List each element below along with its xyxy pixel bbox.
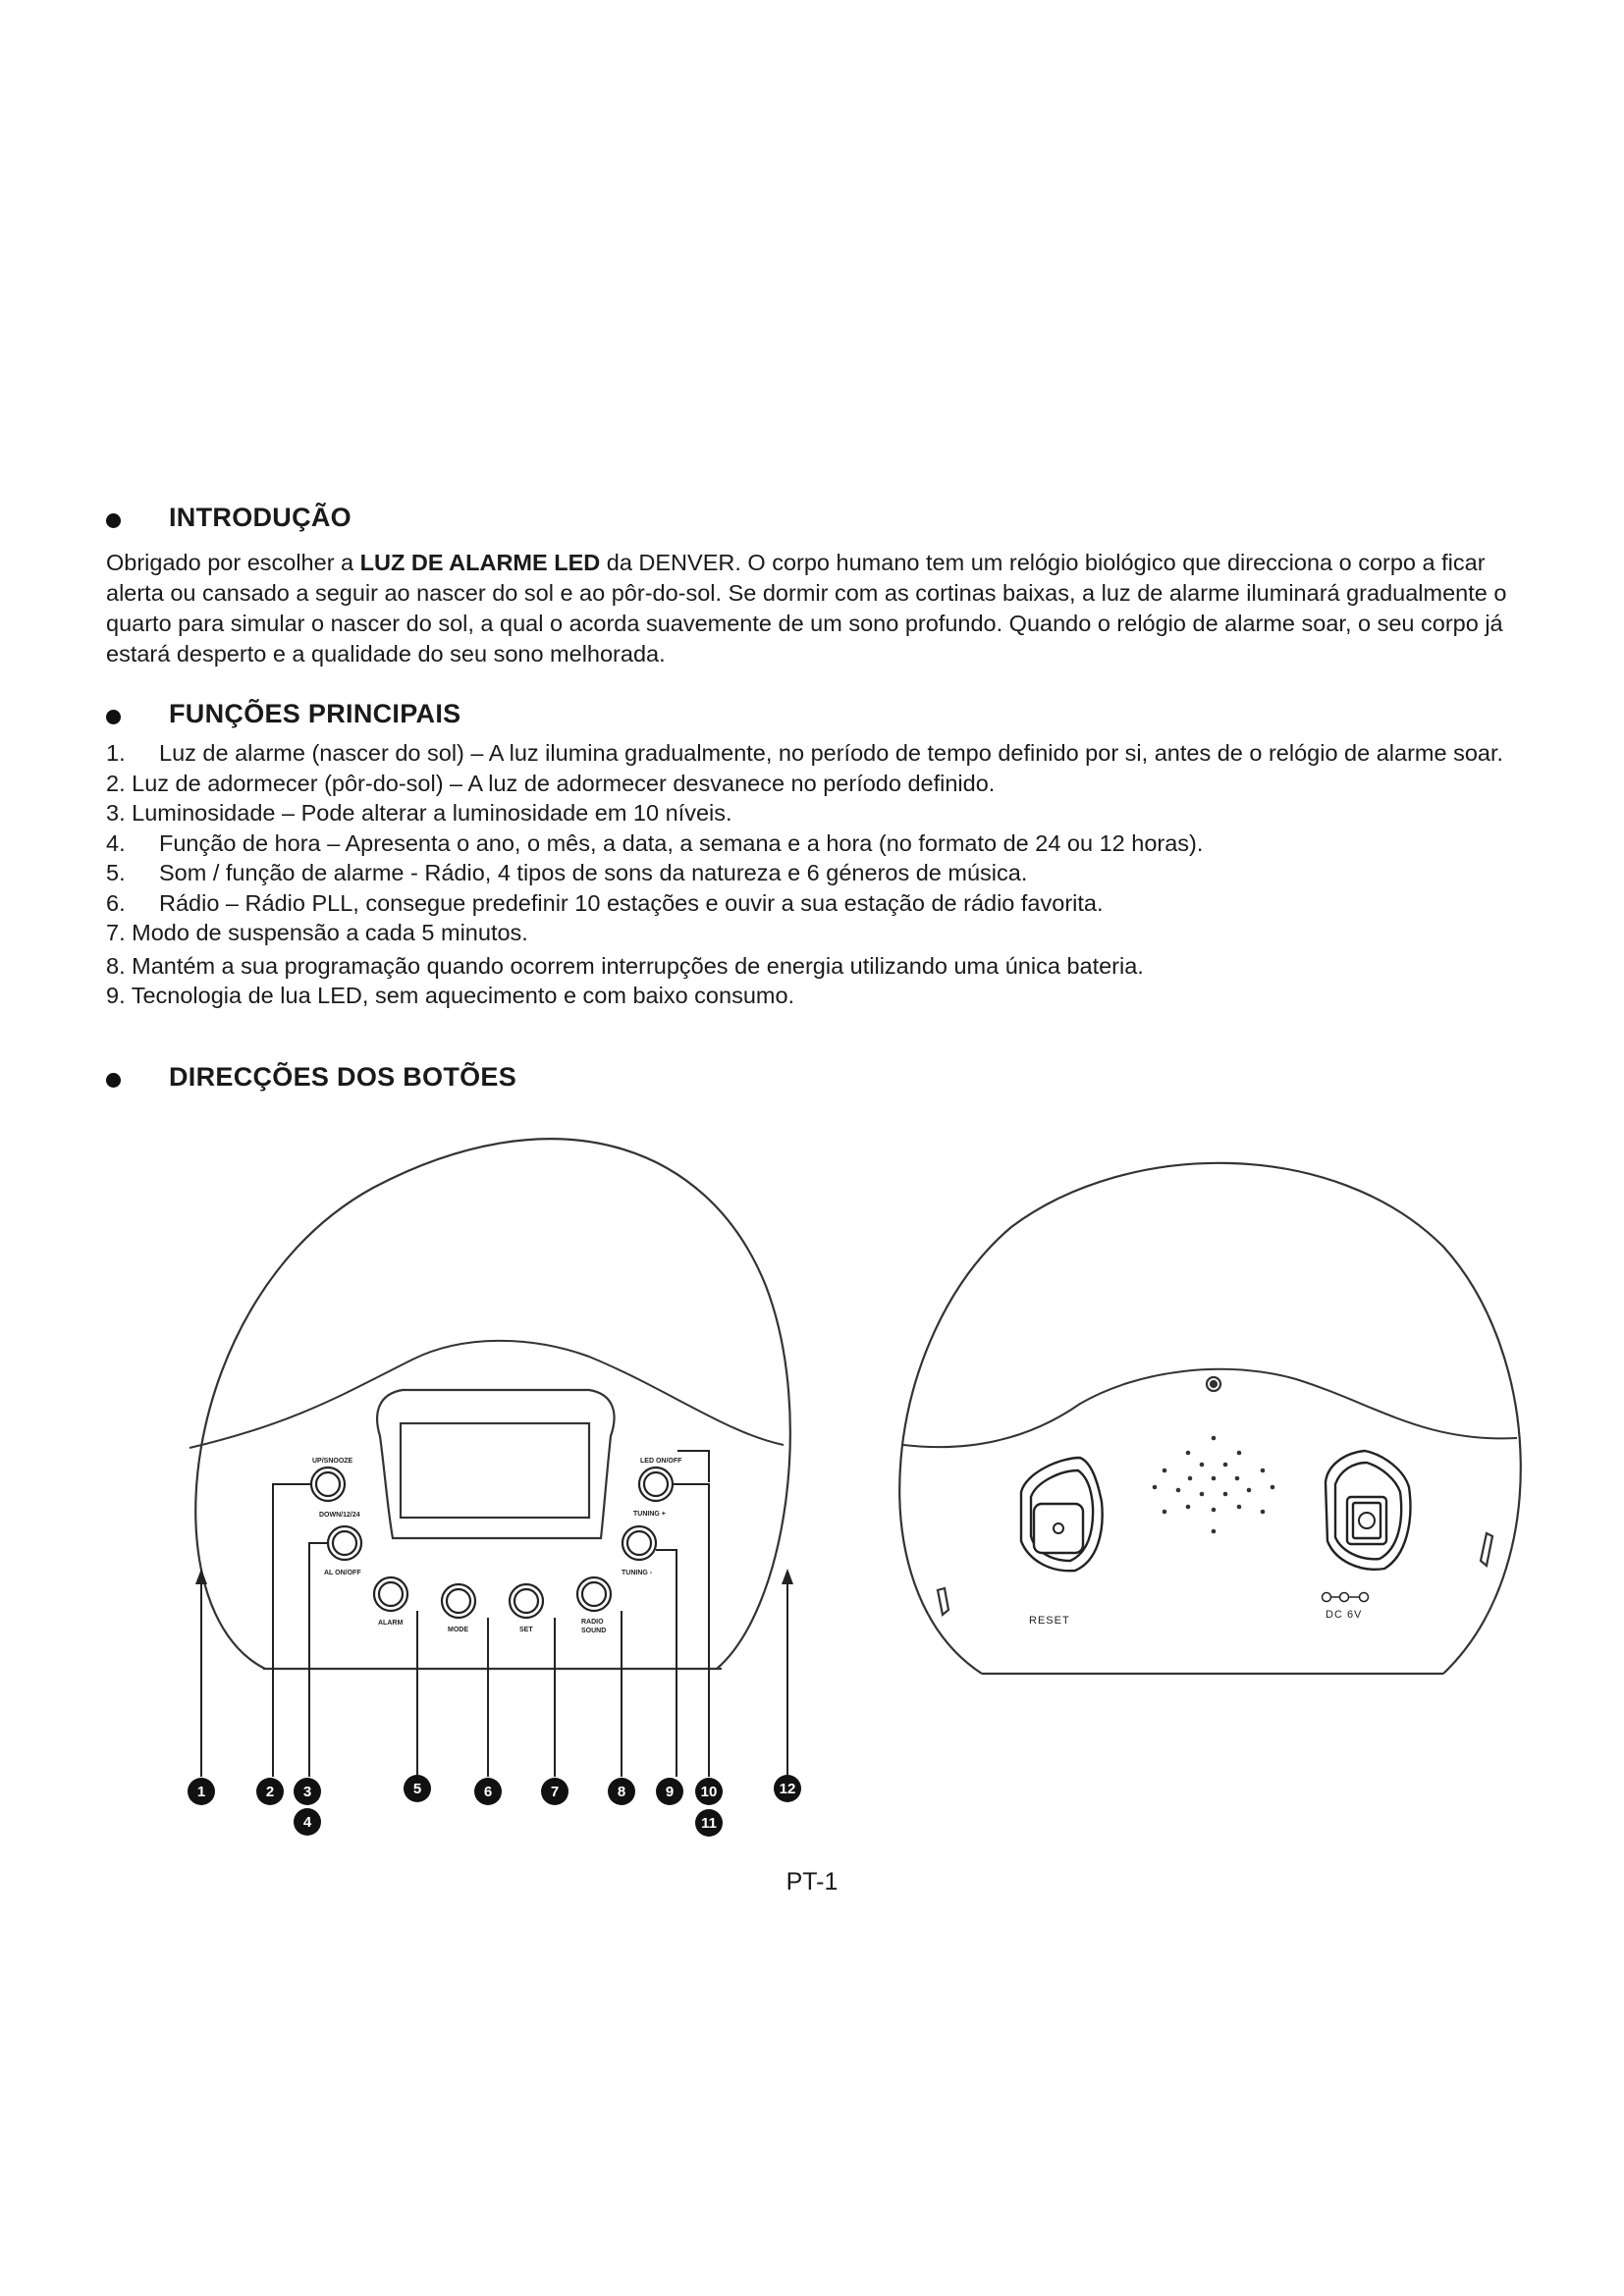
front-buttons <box>311 1468 673 1618</box>
svg-text:UP/SNOOZE: UP/SNOOZE <box>312 1458 353 1465</box>
svg-text:10: 10 <box>700 1784 718 1800</box>
callout-6 <box>474 1778 502 1805</box>
rear-divider <box>903 1369 1517 1447</box>
svg-text:MODE: MODE <box>448 1627 468 1633</box>
side-notch-right <box>1481 1533 1492 1566</box>
callout-12 <box>774 1775 801 1802</box>
front-view <box>189 1139 790 1669</box>
svg-text:SET: SET <box>519 1627 533 1633</box>
polarity-icon <box>1323 1593 1369 1602</box>
page-number: PT-1 <box>785 1868 839 1896</box>
svg-text:5: 5 <box>412 1781 422 1797</box>
svg-text:1: 1 <box>196 1784 206 1800</box>
reset-label: RESET <box>1029 1615 1070 1627</box>
svg-text:ALARM: ALARM <box>378 1620 404 1627</box>
intro-paragraph: Obrigado por escolher a LUZ DE ALARME LED da DENVER. O corpo humano tem um relógio biológico que direcciona o corpo a ficar alerta ou cansado a seguir ao nascer do sol e ao pôr-do-sol. Se dormir com as cortinas baixas, a luz de alarme iluminará gradualmente o quarto para simular o nascer do sol, a qual o acorda suavemente de um sono profundo. Quando o relógio de alarme soar, o seu corpo já estará desperto e a qualidade do seu sono melhorada. <box>106 550 1507 667</box>
list-item: 9. Tecnologia de lua LED, sem aquecimento e com baixo consumo. <box>106 983 795 1008</box>
callout-3 <box>294 1778 321 1805</box>
rear-view <box>899 1163 1521 1674</box>
callout-1 <box>188 1778 215 1805</box>
front-divider <box>189 1341 784 1448</box>
svg-text:2: 2 <box>265 1784 275 1800</box>
svg-text:DOWN/12/24: DOWN/12/24 <box>319 1512 360 1519</box>
list-item: 4. Função de hora – Apresenta o ano, o mês, a data, a semana e a hora (no formato de 24 ou 12 horas). <box>106 829 1204 856</box>
svg-text:SOUND: SOUND <box>581 1628 607 1634</box>
front-body-outline <box>195 1139 790 1669</box>
callout-leaders <box>195 1451 793 1777</box>
svg-text:TUNING -: TUNING - <box>622 1570 653 1576</box>
svg-text:LED ON/OFF: LED ON/OFF <box>640 1458 682 1465</box>
dc-label: DC 6V <box>1326 1609 1363 1621</box>
side-notch-left <box>938 1588 948 1615</box>
svg-text:6: 6 <box>483 1784 493 1800</box>
list-item: 7. Modo de suspensão a cada 5 minutos. <box>106 920 528 945</box>
bullet-icon <box>106 513 121 528</box>
bullet-icon <box>106 1073 121 1088</box>
svg-text:3: 3 <box>302 1784 312 1800</box>
callout-8 <box>608 1778 635 1805</box>
display-frame <box>377 1390 614 1538</box>
callout-4 <box>294 1808 321 1836</box>
speaker-grille <box>1153 1436 1275 1534</box>
display-screen <box>401 1423 589 1518</box>
svg-text:9: 9 <box>665 1784 675 1800</box>
callout-5 <box>404 1775 431 1802</box>
svg-text:11: 11 <box>701 1815 717 1832</box>
list-item: 3. Luminosidade – Pode alterar a luminosidade em 10 níveis. <box>106 800 732 826</box>
callout-2 <box>256 1778 284 1805</box>
callout-11 <box>695 1809 723 1837</box>
dc-jack-housing <box>1326 1451 1410 1570</box>
features-list <box>106 738 1549 1011</box>
callout-9 <box>656 1778 683 1805</box>
callout-10 <box>695 1778 723 1805</box>
list-item: 1. Luz de alarme (nascer do sol) – A luz ilumina gradualmente, no período de tempo definido por si, antes de o relógio de alarme soar. <box>106 740 1504 766</box>
reset-button-housing <box>1021 1458 1103 1571</box>
svg-text:4: 4 <box>302 1814 312 1831</box>
list-item: 6. Rádio – Rádio PLL, consegue predefinir 10 estações e ouvir a sua estação de rádio favorita. <box>106 889 1104 916</box>
svg-text:12: 12 <box>779 1781 796 1797</box>
svg-text:8: 8 <box>617 1784 626 1800</box>
callout-markers <box>188 1775 801 1837</box>
callout-7 <box>541 1778 568 1805</box>
svg-text:RADIO: RADIO <box>581 1619 604 1626</box>
list-item: 5. Som / função de alarme - Rádio, 4 tipos de sons da natureza e 6 géneros de música. <box>106 860 1028 885</box>
product-name: LUZ DE ALARME LED <box>359 550 601 575</box>
list-item: 2. Luz de adormecer (pôr-do-sol) – A luz de adormecer desvanece no período definido. <box>106 770 996 796</box>
bullet-icon <box>106 710 121 724</box>
device-diagram <box>0 1099 1624 1865</box>
rear-body-outline <box>899 1163 1521 1674</box>
svg-text:7: 7 <box>550 1784 560 1800</box>
svg-text:AL ON/OFF: AL ON/OFF <box>324 1570 361 1576</box>
svg-text:TUNING +: TUNING + <box>633 1511 666 1518</box>
list-item: 8. Mantém a sua programação quando ocorrem interrupções de energia utilizando uma única bateria. <box>106 952 1144 979</box>
